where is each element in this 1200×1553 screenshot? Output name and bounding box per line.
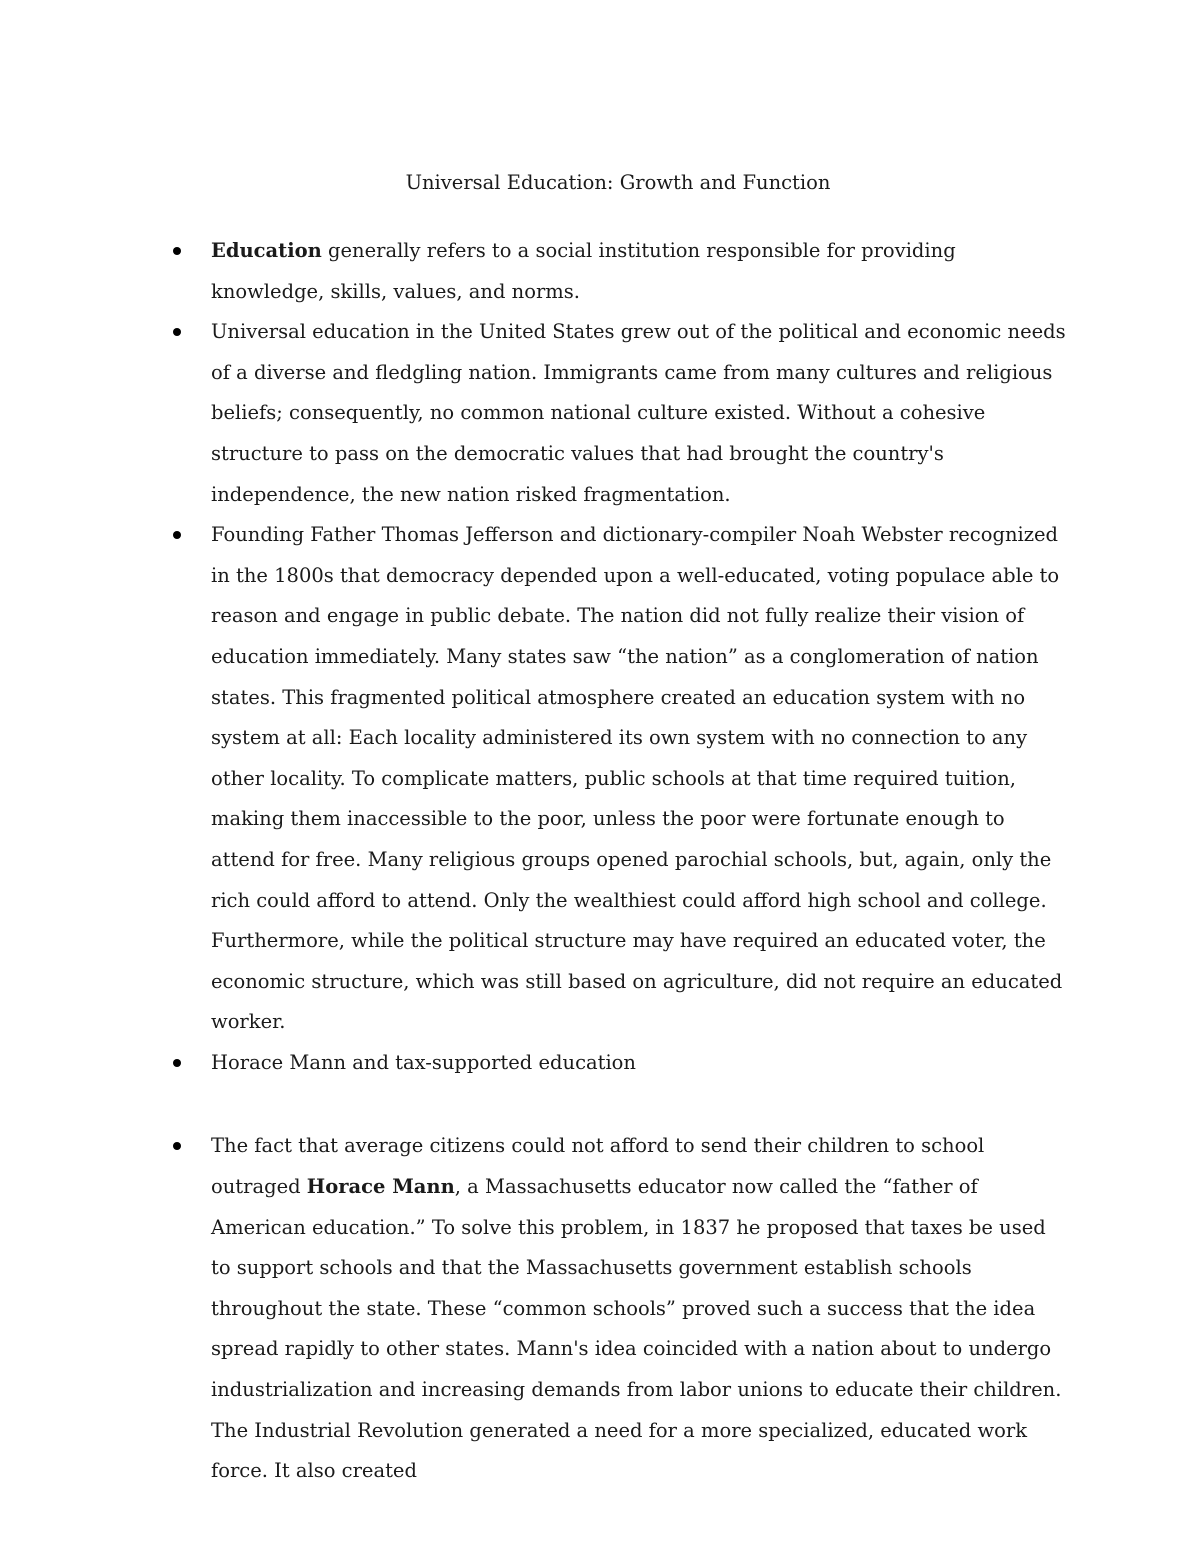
bold-term: Horace Mann: [306, 1175, 455, 1199]
bullet-text: Founding Father Thomas Jefferson and dictionary-compiler Noah Webster recognized in the 1800s that democracy depended upon a well-educated, voting populace able to reason and engage in public debate. The nation did not fully realize their vision of education immediately. Many states saw “the nation” as a conglomeration of nation states. This fragmented political atmosphere created an education system with no system at all: Each locality administered its own system with no connection to any other locality. To complicate matters, public schools at that time required tuition, making them inaccessible to the poor, unless the poor were fortunate enough to attend for free. Many religious groups opened parochial schools, but, again, only the rich could afford to attend. Only the wealthiest could afford high school and college. Furthermore, while the political structure may have required an educated voter, the economic structure, which was still based on agriculture, did not require an educated worker.: [211, 523, 1063, 1034]
bullet-text: , a Massachusetts educator now called the “father of American education.” To solve this problem, in 1837 he proposed that taxes be used to support schools and that the Massachusetts government establish schools throughout the state. These “common schools” proved such a success that the idea spread rapidly to other states. Mann's idea coincided with a nation about to undergo industrialization and increasing demands from labor unions to educate their children. The Industrial Revolution generated a need for a more specialized, educated work force. It also created: [211, 1175, 1062, 1483]
bullet-icon: [173, 1059, 181, 1067]
bold-term: Education: [211, 239, 322, 262]
bullet-text: Universal education in the United States grew out of the political and economic needs of a diverse and fledgling nation. Immigrants came from many cultures and religious beliefs; consequently, no common national culture existed. Without a cohesive structure to pass on the democratic values that had brought the country's independence, the new nation risked fragmentation.: [211, 320, 1066, 506]
bullet-text: generally refers to a social institution responsible for providing knowledge, skills, values, and norms.: [211, 239, 956, 303]
document-title: Universal Education: Growth and Function: [405, 171, 831, 194]
bullet-icon: [173, 531, 181, 539]
bullet-icon: [173, 247, 181, 255]
list-item: [211, 1126, 1071, 1491]
bullet-text: The fact that average citizens could not afford to send their children to school outraged: [211, 1134, 985, 1199]
list-item: [211, 231, 1071, 312]
bullet-text: Horace Mann and tax-supported education: [211, 1050, 636, 1074]
list-item: [211, 515, 1071, 1043]
bullet-icon: [173, 328, 181, 336]
bullet-icon: [173, 1142, 181, 1150]
list-item: [211, 1043, 1071, 1084]
bullet-list: [211, 231, 1071, 1492]
list-item: [211, 312, 1071, 515]
